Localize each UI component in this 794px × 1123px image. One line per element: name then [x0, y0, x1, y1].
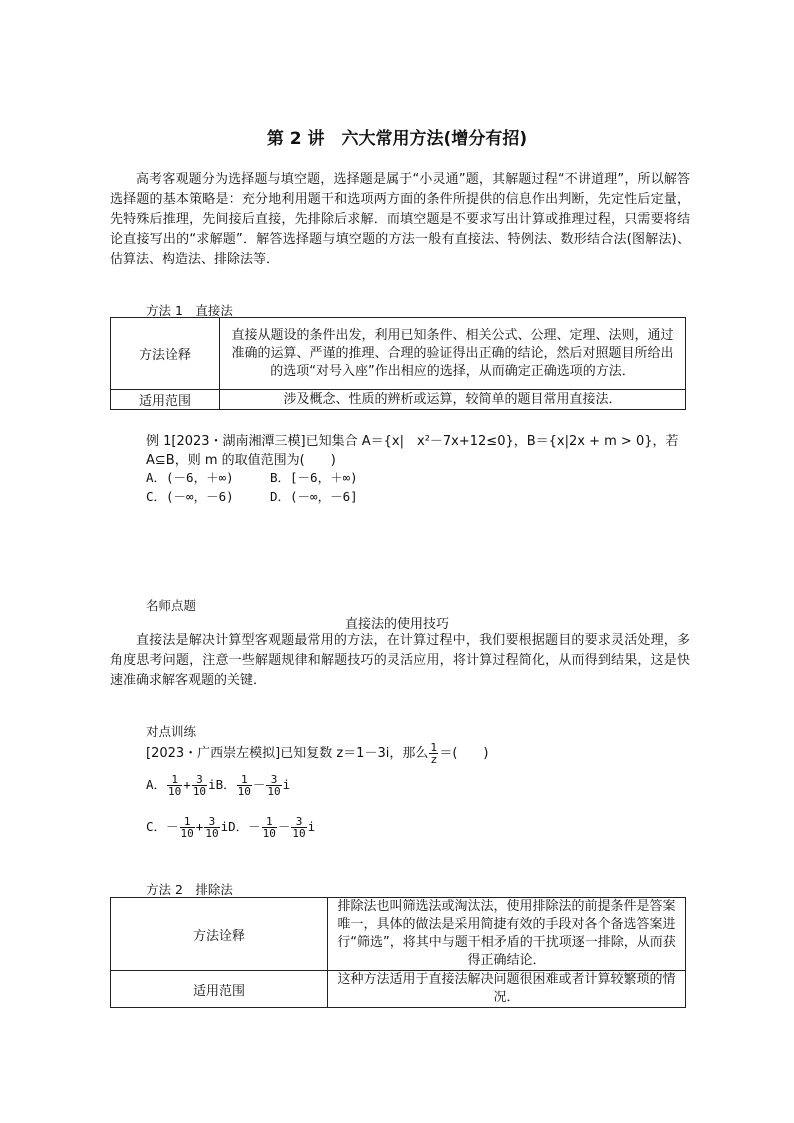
method2-heading: 方法 2 排除法: [146, 882, 233, 897]
tips-heading: 名师点题: [146, 598, 197, 613]
method1-val-scope: 涉及概念、性质的辨析或运算，较简单的题目常用直接法．: [220, 390, 686, 410]
page-title: 第 2 讲 六大常用方法(增分有招): [266, 129, 528, 149]
op: －: [277, 819, 291, 834]
practice-question: [146, 742, 489, 765]
den: 10: [168, 785, 182, 798]
den: 10: [292, 827, 306, 840]
op: －: [166, 819, 179, 834]
intro-paragraph: 高考客观题分为选择题与填空题，选择题是属于“小灵通”题，其解题过程“不讲道理”，所以解答选择题的基本策略是：充分地利用题干和选项两方面的条件所提供的信息作出判断，先定性后定量，先特殊后推理，先间接后直接，先排除后求解．而填空题是不要求写出计算或推理过程，只需要将结论直接写出的“求解题”．解答选择题与填空题的方法一般有直接法、特例法、数形结合法(图解法)、估算法、构造法、排除法等．: [110, 172, 690, 267]
option-a-label: A．: [146, 777, 167, 792]
tips-body: 直接法是解决计算型客观题最常用的方法，在计算过程中，我们要根据题目的要求灵活处理，多角度思考问题，注意一些解题规律和解题技巧的灵活应用，将计算过程简化，从而得到结果，这是快速准确求解客观题的关键．: [110, 633, 690, 688]
op: －: [248, 819, 261, 834]
practice-options-cd: [146, 816, 315, 839]
example1-option-d: D．(－∞，－6]: [270, 489, 358, 504]
practice-fraction: [429, 742, 438, 765]
imag-unit: i: [307, 819, 316, 834]
den: 10: [205, 827, 219, 840]
frac-c2: [204, 816, 219, 839]
example1-option-c: C．(－∞，－6): [146, 489, 234, 504]
den: 10: [237, 785, 251, 798]
num: 3: [192, 774, 207, 786]
imag-unit: i: [282, 777, 291, 792]
op: +: [183, 777, 191, 792]
num: 3: [291, 816, 306, 828]
method2-val-explanation: 排除法也叫筛选法或淘汰法，使用排除法的前提条件是答案唯一，具体的做法是采用简捷有效的手段对各个备选答案进行“筛选”，将其中与题干相矛盾的干扰项逐一排除，从而获得正确结论．: [328, 898, 686, 971]
num: 3: [266, 774, 281, 786]
practice-options-ab: [146, 774, 290, 797]
option-d-label: D．: [228, 819, 249, 834]
num: 1: [237, 774, 252, 786]
practice-heading: 对点训练: [146, 724, 197, 739]
method1-val-explanation: 直接从题设的条件出发，利用已知条件、相关公式、公理、定理、法则，通过准确的运算、严谨的推理、合理的验证得出正确的结论，然后对照题目所给出的选项“对号入座”作出相应的选择，从而确定正确选项的方法．: [220, 318, 686, 390]
imag-unit: i: [208, 777, 216, 792]
num: 3: [204, 816, 219, 828]
example1-stem-line1: 例 1[2023・湖南湘潭三模]已知集合 A＝{x| x²－7x+12≤0}，B＝{x|2x + m > 0}，若: [146, 434, 679, 449]
num: 1: [167, 774, 182, 786]
frac-b1: [237, 774, 252, 797]
num: 1: [180, 816, 195, 828]
example1-stem-line2: A⊆B，则 m 的取值范围为( ): [146, 453, 336, 468]
frac-b2: [266, 774, 281, 797]
op: +: [195, 819, 204, 834]
method2-key-explanation: 方法诠释: [111, 898, 328, 971]
practice-question-text: [2023・广西崇左模拟]已知复数 z＝1－3i，那么: [146, 746, 429, 761]
example1-option-b: B．[－6，＋∞): [270, 470, 358, 485]
imag-unit: i: [220, 819, 229, 834]
method1-key-explanation: 方法诠释: [111, 318, 220, 390]
method2-key-scope: 适用范围: [111, 971, 328, 1008]
den: 10: [180, 827, 194, 840]
example1-option-a: A．(－6，＋∞): [146, 470, 234, 485]
method2-val-scope: 这种方法适用于直接法解决问题很困难或者计算较繁琐的情况．: [328, 971, 686, 1008]
frac-c1: [180, 816, 195, 839]
fraction-denominator: z: [430, 753, 437, 766]
option-b-label: B．: [215, 777, 236, 792]
den: 10: [262, 827, 276, 840]
num: 1: [262, 816, 277, 828]
den: 10: [267, 785, 281, 798]
method2-table: [110, 897, 686, 1008]
option-c-label: C．: [146, 819, 167, 834]
frac-d1: [262, 816, 277, 839]
den: 10: [192, 785, 207, 798]
frac-d2: [291, 816, 306, 839]
tips-subtitle: 直接法的使用技巧: [344, 617, 449, 632]
method1-table: [110, 317, 686, 410]
frac-a2: [192, 774, 207, 797]
method1-key-scope: 适用范围: [111, 390, 220, 410]
op: －: [252, 777, 266, 792]
practice-question-tail: ＝( ): [439, 746, 489, 761]
frac-a1: [167, 774, 182, 797]
fraction-numerator: 1: [430, 741, 438, 754]
method1-heading: 方法 1 直接法: [146, 303, 233, 318]
